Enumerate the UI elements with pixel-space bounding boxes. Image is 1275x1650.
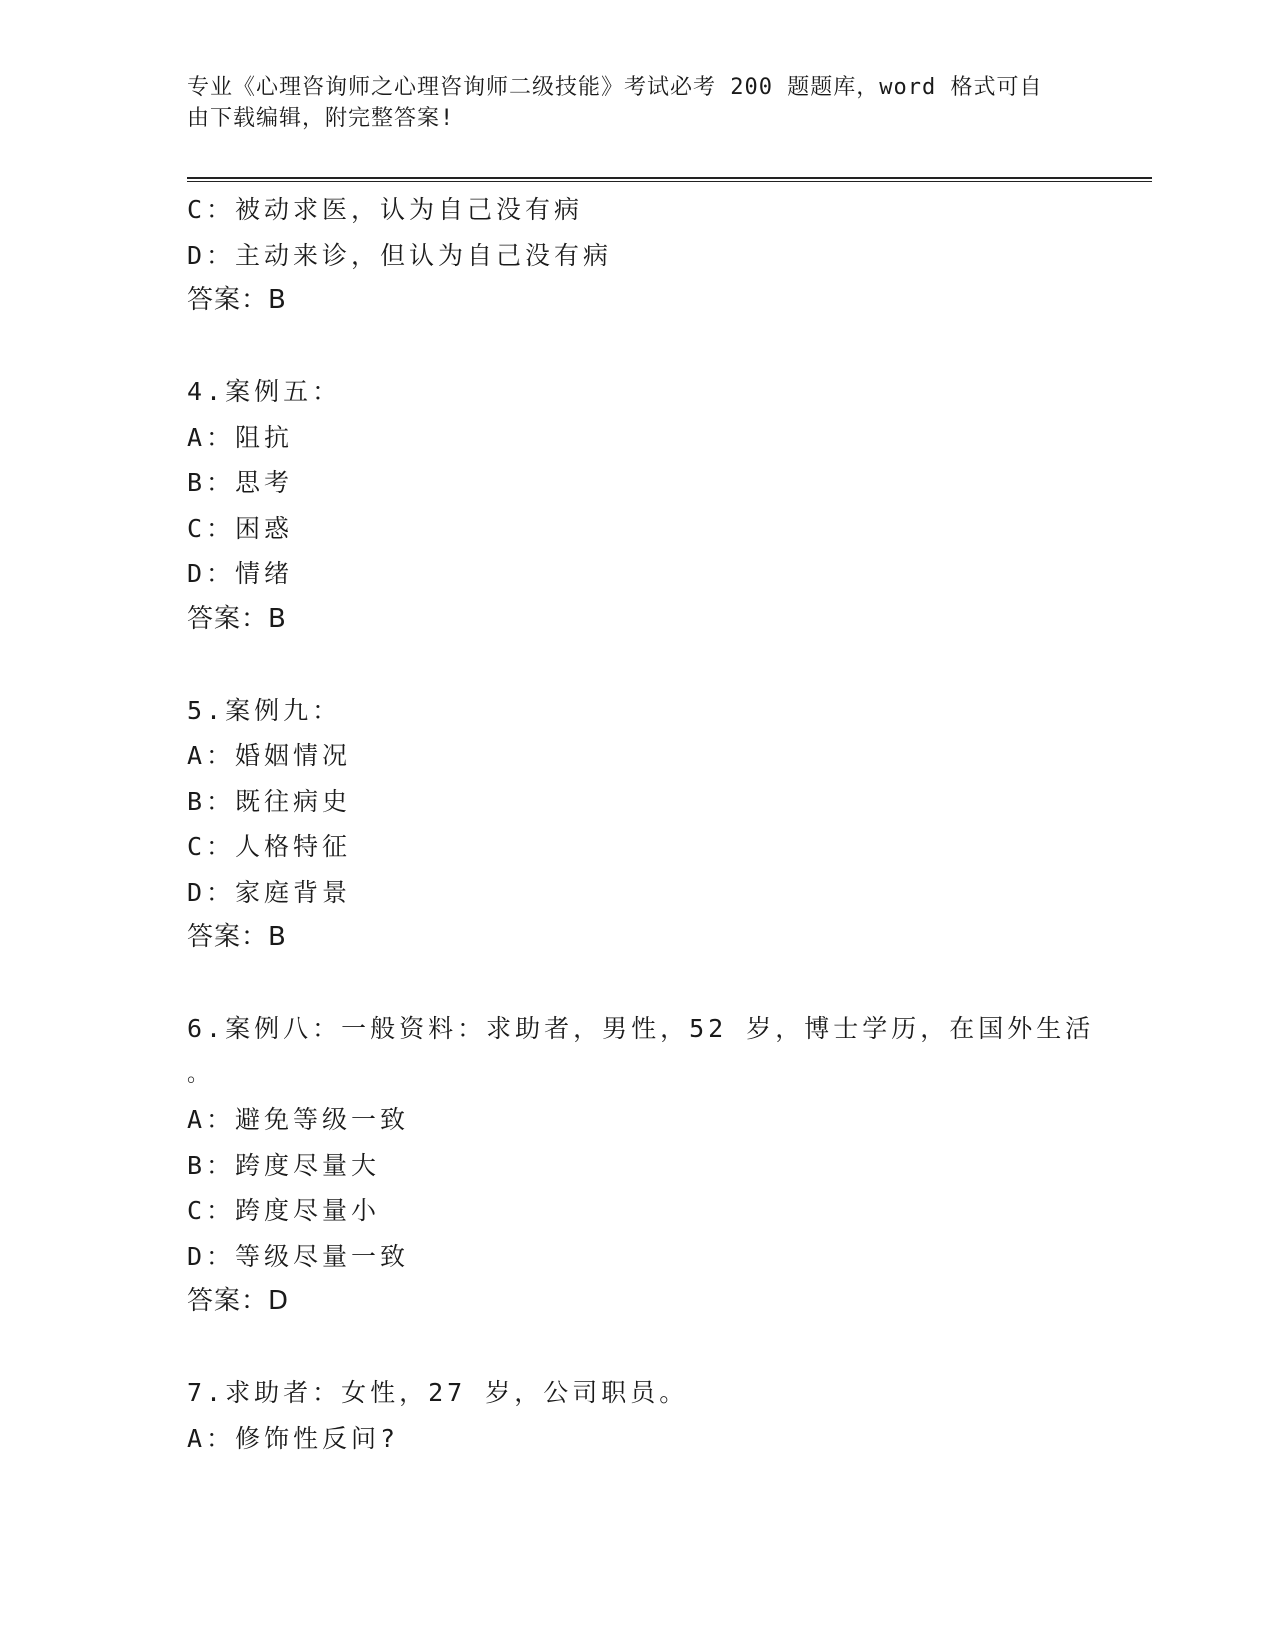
header-line-2: 由下载编辑，附完整答案! [187,106,455,131]
document-body [187,187,1152,1461]
answer-line: 答案：B [187,922,287,952]
spacer [187,324,1152,370]
option-b: B：既往病史 [187,786,352,816]
header-divider-thick [187,177,1152,179]
option-c: C：跨度尽量小 [187,1196,381,1225]
option-a: A：婚姻情况 [187,741,352,770]
question-title: 4.案例五： [187,377,342,406]
header-divider-thin [187,181,1152,182]
answer-line: 答案：D [187,1286,290,1316]
option-d: D：主动来诊，但认为自己没有病 [187,240,613,270]
option-a: A：避免等级一致 [187,1105,410,1134]
spacer [187,961,1152,1007]
question-title: 7.求助者：女性，27 岁，公司职员。 [187,1378,689,1407]
option-c: C：人格特征 [187,832,352,861]
option-d: D：家庭背景 [187,877,352,907]
question-block-4 [187,369,1152,642]
question-title: 5.案例九： [187,695,342,725]
question-title-continuation: 。 [187,1061,214,1087]
spacer [187,642,1152,688]
question-title: 6.案例八：一般资料：求助者，男性，52 岁，博士学历，在国外生活 [187,1014,1095,1043]
answer-line: 答案：B [187,603,287,634]
answer-line: 答案：B [187,285,287,315]
question-block-5 [187,688,1152,961]
question-block-3-tail [187,187,1152,324]
option-b: B：思考 [187,468,294,497]
option-d: D：等级尽量一致 [187,1241,410,1271]
spacer [187,1325,1152,1371]
question-block-6 [187,1006,1152,1325]
option-c: C：困惑 [187,513,294,543]
header-line-1: 专业《心理咨询师之心理咨询师二级技能》考试必考 200 题题库，word 格式可自 [187,75,1043,100]
option-d: D：情绪 [187,559,294,588]
option-c: C：被动求医，认为自己没有病 [187,195,584,224]
document-header [187,72,1067,134]
option-a: A：修饰性反问? [187,1423,400,1453]
option-b: B：跨度尽量大 [187,1150,381,1180]
option-a: A：阻抗 [187,422,294,452]
question-block-7 [187,1370,1152,1461]
